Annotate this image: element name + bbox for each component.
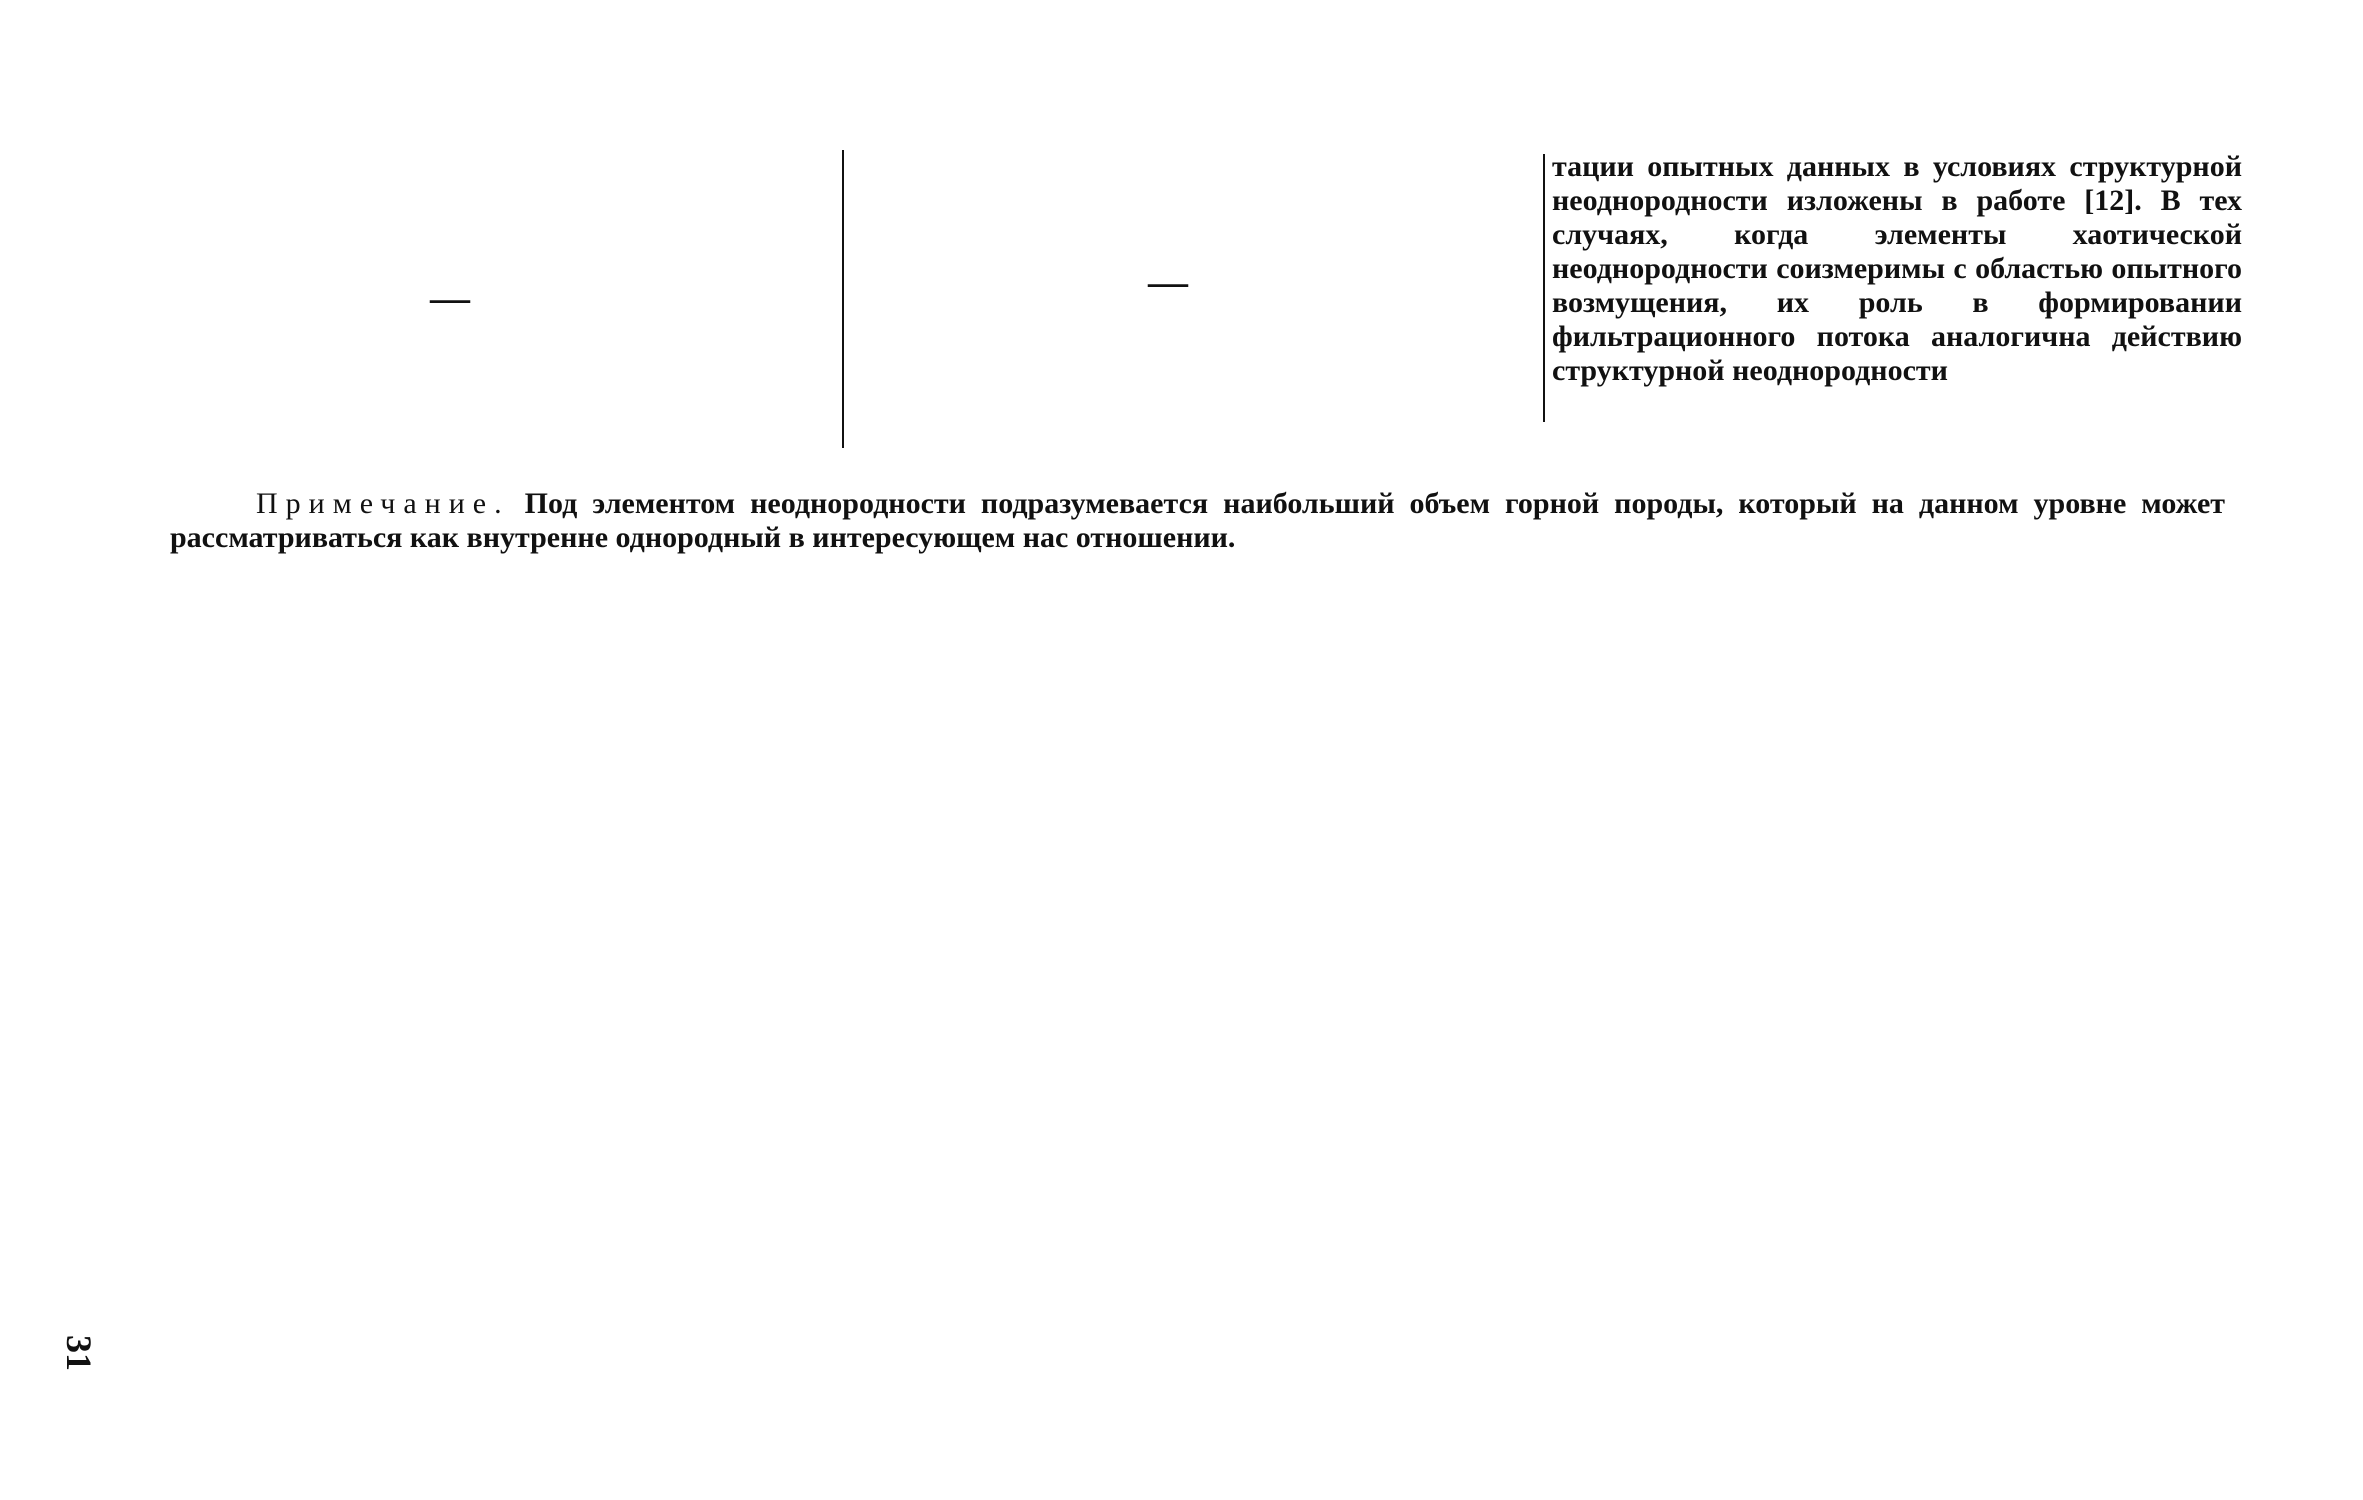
table-cell-dash: — bbox=[1148, 259, 1188, 304]
page-number: 31 bbox=[59, 1335, 99, 1371]
note-label: Примечание. bbox=[256, 487, 510, 520]
table-note bbox=[170, 487, 2225, 555]
column-divider bbox=[842, 150, 844, 448]
note-text: Под элементом неоднородности подразумевается наибольший объем горной породы, который на данном уровне может рассматриваться как внутренне однородный в интересующем нас отношении. bbox=[170, 487, 2225, 554]
table-cell-paragraph: тации опытных данных в условиях структурной неоднородности изложены в работе [12]. В тех случаях, когда элементы хаотической неоднородности соизмеримы с областью опытного возмущения, их роль в формировании фильтрационного потока аналогична действию структурной неоднородности bbox=[1552, 150, 2242, 387]
table-cell-dash: — bbox=[430, 275, 470, 320]
table-fragment bbox=[170, 150, 2242, 450]
table-cell-text bbox=[1552, 150, 2242, 388]
column-divider bbox=[1543, 154, 1545, 422]
